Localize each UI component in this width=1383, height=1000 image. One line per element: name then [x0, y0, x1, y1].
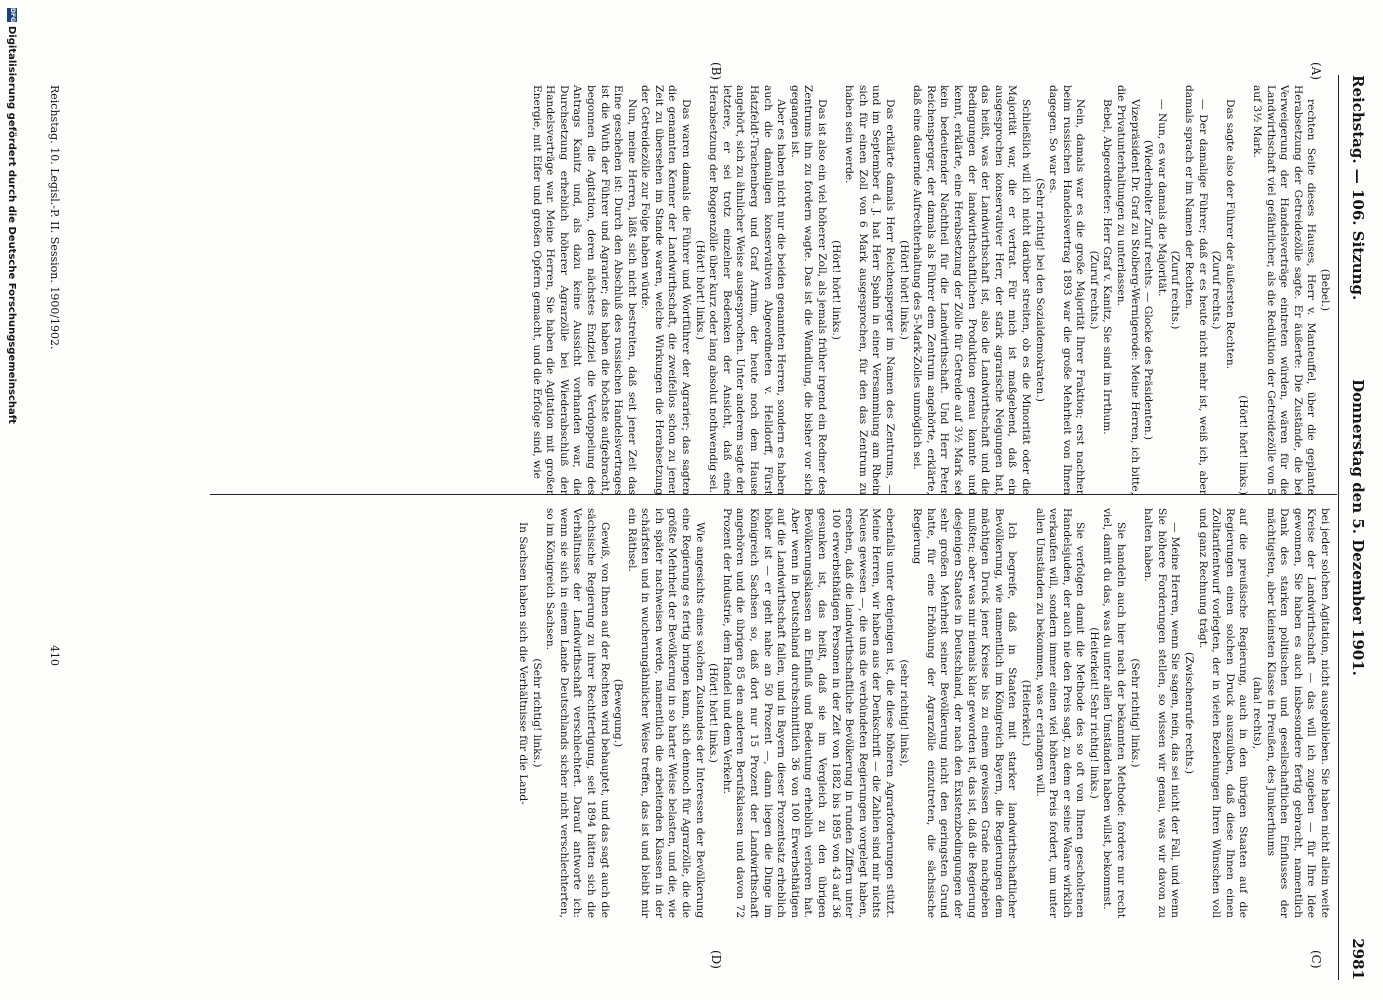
paragraph: — Der damalige Führer; daß er es heute nicht mehr ist, weiß ich, aber damals sprach er im Namen der Rechten.	[1183, 85, 1209, 495]
header-session: Reichstag. — 106. Sitzung.	[1349, 75, 1367, 301]
interjection: (Heiterkeit! Sehr richtig! links.)	[1087, 627, 1100, 799]
header-date: Donnerstag den 5. Dezember 1901.	[1349, 379, 1367, 676]
paragraph: Sie handeln auch hier nach der bekannten Methode: fordere nur recht viel, damit du das, was du unter allen Umständen haben willst, bekommst.	[1101, 508, 1128, 918]
interjection: (Zwischenrufe rechts.)	[1183, 652, 1196, 774]
paragraph: In Sachsen haben sich die Verhältnisse für die Land-	[516, 522, 529, 805]
paragraph: Das ist also ein viel höherer Zoll, als jemals früher irgend ein Redner des Zentrums ihn zu fordern wagte. Das ist die Wandlung, die bisher vor sich gegangen ist.	[788, 85, 829, 495]
margin-marker-c: (C)	[1309, 950, 1323, 969]
paragraph: Schließlich will ich nicht darüber streiten, ob es die Minorität oder die Majorität war, die er vertrat. Für mich ist maßgebend, daß ein ausgesprochen konservativer Herr, der stark agrarische Neigungen hat, das heißt, was der Landwirthschaft ist, also die Landwirthschaft und die Bedingungen der landwirthschaftlichen Produktion genau kannte und kennt, erklärte, eine Herabsetzung der Zölle für Getreide auf 3½ Mark sei kein bedeutender Nachtheil für die Landwirthschaft. Und Herr Peter Reichensperger, der damals als Führer dem Zentrum angehörte, erklärte, daß eine dauernde Aufrechterhaltung des 5-Mark-Zolles unmöglich sei.	[911, 85, 1032, 495]
margin-marker-b: (B)	[709, 62, 723, 81]
dfg-credit	[6, 8, 17, 424]
paragraph: bei jeder solchen Agitation, nicht ausgeblieben. Sie haben nicht allein weite Kreise der Landwirthschaft — das will ich zugeben — für Ihre Idee gewonnen, Sie haben es auch insbesondere fertig gebracht, namentlich Dank des starken politischen und gesellschaftlichen Einflusses der mächtigsten, aber kleinsten Klasse in Preußen, des Junkerthums	[1264, 508, 1331, 918]
margin-marker-a: (A)	[1309, 62, 1323, 81]
footer-sheet-number: 410	[48, 645, 61, 666]
paragraph: Das waren damals die Führer und Wortführer der Agrarier; das sagten die genannten Kenner der Landwirthschaft, die zweifellos schon zu jener Zeit zu übersehen im Stande waren, welche Wirkungen die Herabsetzung der Getreidezölle zur Folge haben würde.	[639, 85, 693, 495]
right-column	[515, 508, 1331, 918]
paragraph: Wie angesichts eines solchen Zustandes der Interessen der Bevölkerung eine Regierung es fertig bringen kann, sich dennoch für Agrarzölle, die die größte Mehrheit der Bevölkerung in so harter Weise belasten, und die, wie ich später nachweisen werde, namentlich die arbeitenden Klassen in der schärfsten und in wucherungähnlicher Weise treffen, das ist und bleibt mir ein Räthsel.	[625, 508, 706, 918]
margin-marker-d: (D)	[709, 950, 723, 969]
paragraph: Das erklärte damals Herr Reichensperger im Namen des Zentrums, — und im September d. J. hat Herr Spahn in einer Versammlung am Rhein sich für einen Zoll von 6 Mark ausgesprochen, für den das Zentrum zu haben sein werde.	[843, 85, 896, 495]
interjection: (Heiterkeit.)	[1019, 679, 1032, 747]
interjection: (Zuruf rechts.)	[1087, 250, 1100, 330]
interjection: (Hört! hört! links.)	[693, 240, 706, 340]
paragraph: Sie verfolgen damit die Methode des so oft von Ihnen gescholtenen Handelsjuden, der auch nie den Preis sagt, zu dem er seine Waare wirklich verkaufen will, sondern immer einen viel höheren Preis fordert, um unter allen Umständen zu bekommen, was er erlangen will.	[1033, 508, 1087, 918]
paragraph: Nein, damals war es die große Majorität Ihrer Fraktion; erst nachher beim russischen Handelsvertrag 1893 war die große Mehrheit von Ihnen dagegen. So war es.	[1047, 85, 1087, 495]
paragraph: Nun, meine Herren, läßt sich nicht bestreiten, daß seit jener Zeit das Eine geschehen ist: Durch den Abschluß des russischen Handelsvertrages ist die Wuth der Führer und Agrarier; das haben die höchste aufgebracht, begonnen die Agitation, deren nächstes Endziel die Verdoppelung des Antrags Kanitz und, als dazu keine Aussicht vorhanden war, die Durchsetzung erheblich höherer Agrarzölle bei Wiederabschluß der Handelsverträge war. Meine Herren, Sie haben die Agitation mit großer Energie, mit Eifer und großen Opfern gemacht, und die Erfolge sind, wie	[530, 85, 638, 495]
interjection: (Hört! hört! links.)	[707, 663, 720, 763]
paragraph: — Meine Herren, wenn Sie sagen, nein, das sei nicht der Fall, und wenn Sie höhere Forderungen stellen, so wissen wir genau, was wir davon zu halten haben.	[1142, 508, 1182, 918]
paragraph: Bebel, Abgeordneter: Herr Graf v. Kanitz, Sie sind im Irrthum.	[1101, 99, 1114, 435]
paragraph: Gewiß, von Ihnen auf der Rechten wird behauptet, und das sagt auch die sächsische Regierung zu ihrer Rechtfertigung, seit 1894 hätten sich die Verhältnisse der Landwirthschaft verschlechtert. Darauf antworte ich: wenn sie sich in einem Lande Deutschlands sicher nicht verschlechterten, so im Königreich Sachsen.	[544, 508, 611, 918]
paragraph: rechten Seite dieses Hauses, Herr v. Manteuffel, über die geplante Herabsetzung der Getreidezölle sagte. Er äußerte: Die Zustände, die bei Verweigerung der Handelsverträge eintreten würden, wären für die Landwirthschaft viel gefährlicher, als die Reduktion der Getreidezölle von 5 auf 3½ Mark.	[1251, 85, 1318, 495]
dfg-logo: DFG	[9, 8, 16, 23]
paragraph: ebenfalls unter denjenigen ist, die diese höheren Agrarforderungen stützt. Meine Herren, wir haben aus der Denkschrift — die Zahlen sind mir nichts Neues gewesen —, die uns die verbündeten Regierungen vorgelegt haben, ersehen, daß die landwirthschaftliche Bevölkerung in runden Ziffern unter 100 erwerbsthätigen Personen in der Zeit von 1882 bis 1895 von 43 auf 36 gesunken ist, das heißt, daß sie im Vergleich zu den übrigen Bevölkerungsklassen an Einfluß und Bedeutung erheblich verloren hat. Aber wenn in Deutschland durchschnittlich 36 von 100 Erwerbsthätigen auf die Landwirthschaft fallen, und in Bayern dieser Prozentsatz erheblich höher ist — er geht nahe an 50 Prozent —, dann liegen die Dinge im Königreich Sachsen so, daß dort nur 15 Prozent der Landwirthschaft angehören und die übrigen 85 den anderen Berufsklassen und davon 72 Prozent der Industrie, dem Handel und dem Verkehr.	[720, 508, 896, 918]
interjection: (Sehr richtig! links.)	[1128, 658, 1141, 768]
interjection: (Hört! hört! links.)	[1237, 395, 1250, 495]
interjection: (Hört! hört! links.)	[829, 240, 842, 340]
footer-signature: Reichstag. 10. Legisl.-P. II. Session. 1900/1902.	[48, 85, 61, 350]
dfg-credit-text: Digitalisierung gefördert durch die Deutsche Forschungsgemeinschaft	[6, 26, 17, 424]
interjection: (Sehr richtig! bei den Sozialdemokraten.)	[1033, 178, 1046, 402]
interjection: (Bebel.)	[1319, 268, 1331, 312]
paragraph: Das sagte also der Führer der äußersten Rechten.	[1223, 99, 1236, 370]
interjection: (Hört! hört! links.)	[897, 240, 910, 340]
paragraph: Vizepräsident Dr. Graf zu Stolberg-Wernigerode: Meine Herren, ich bitte, die Privatunterhaltungen zu unterlassen.	[1115, 85, 1141, 495]
paragraph: Aber es haben nicht nur die beiden genannten Herren, sondern es haben auch die damaligen konservativen Abgeordneten v. Helldorff, Fürst Hatzfeldt-Trachenberg und Graf Arnim, der heute noch dem Hause angehört, sich zu ähnlicher Weise ausgesprochen. Unter anderem sagte der letztere, er sei trotz einzelner Bedenken der Ansicht, daß eine Herabsetzung der Roggenzölle über kurz oder lang absolut nothwendig sei.	[707, 85, 788, 495]
page-header	[1343, 75, 1373, 980]
interjection: (aha! rechts),	[1251, 676, 1264, 750]
paragraph: auf die preußische Regierung, auch in den übrigen Staaten auf die Regierungen einen solchen Druck auszuüben, daß diese Ihnen einen Zolltarifentwurf vorlegten, der in vielen Beziehungen Ihren Wünschen voll und ganz Rechnung trägt.	[1196, 508, 1250, 918]
interjection: (Zuruf rechts.)	[1169, 250, 1182, 330]
left-column	[529, 85, 1331, 495]
page-number: 2981	[1349, 938, 1367, 980]
interjection: (Sehr richtig! links.)	[530, 658, 543, 768]
paragraph: Ich begreife, daß in Staaten mit starker landwirthschaftlicher Bevölkerung, wie namentlich im Königreich Bayern, die Regierungen dem mächtigen Druck jener Kreise bis zu einem gewissen Grade nachgeben mußten; aber was mir niemals klar geworden ist, das ist, daß die Regierung desjenigen Staates in Deutschland, der nach den Existenzbedingungen der sehr großen Mehrheit seiner Bevölkerung nicht den geringsten Grund hatte, für eine Erhöhung der Agrarzölle einzutreten, die sächsische Regierung	[911, 508, 1019, 918]
interjection: (Bewegung.)	[612, 678, 625, 748]
header-rule	[1338, 75, 1339, 980]
interjection: (Wiederholter Zuruf rechts. — Glocke des Präsidenten.)	[1142, 139, 1155, 441]
paragraph: — Nun, es war damals die Majorität.	[1155, 99, 1168, 297]
interjection: (sehr richtig! links),	[897, 659, 910, 767]
page-footer	[39, 85, 61, 985]
interjection: (Zuruf rechts.)	[1210, 250, 1223, 330]
